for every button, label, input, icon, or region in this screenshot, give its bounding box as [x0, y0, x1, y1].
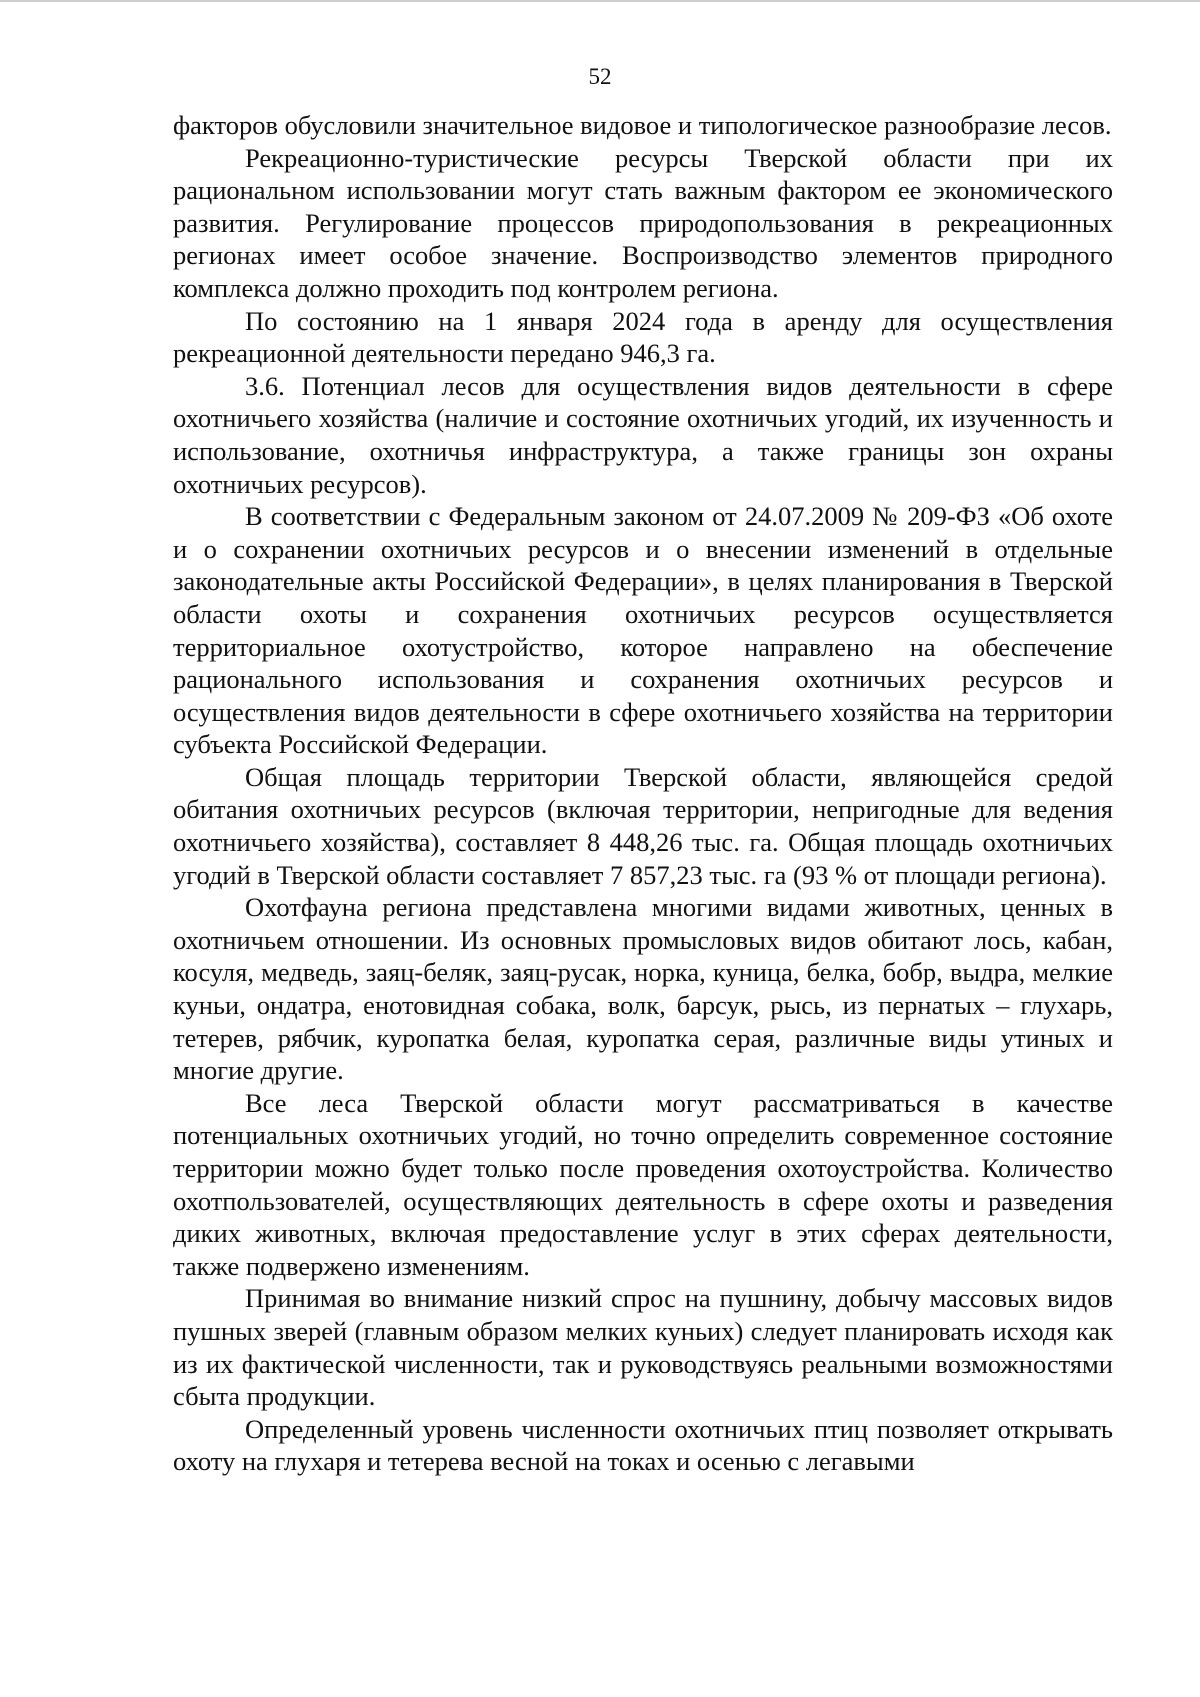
- paragraph-federal-law: В соответствии с Федеральным законом от 24.07.2009 № 209-ФЗ «Об охоте и о сохранении охотничьих ресурсов и о внесении изменений в отдельные законодательные акты Российской Федерации», в целях планирования в Тверской области охоты и сохранения охотничьих ресурсов осуществляется территориальное охотустройство, которое направлено на обеспечение рационального использования и сохранения охотничьих ресурсов и осуществления видов деятельности в сфере охотничьего хозяйства на территории субъекта Российской Федерации.: [173, 501, 1113, 760]
- paragraph-hunting-area: Общая площадь территории Тверской области, являющейся средой обитания охотничьих ресурсов (включая территории, непригодные для ведения охотничьего хозяйства), составляет 8 448,26 тыс. га. Общая площадь охотничьих угодий в Тверской области составляет 7 857,23 тыс. га (93 % от площади региона).: [173, 761, 1113, 890]
- paragraph-recreation-lease: По состоянию на 1 января 2024 года в аренду для осуществления рекреационной деятельности передано 946,3 га.: [173, 305, 1113, 369]
- paragraph-potential-grounds: Все леса Тверской области могут рассматриваться в качестве потенциальных охотничьих угодий, но точно определить современное состояние территории можно будет только после проведения охотоустройства. Количество охотпользователей, осуществляющих деятельность в сфере охоты и разведения диких животных, включая предоставление услуг в этих сферах деятельности, также подвержено изменениям.: [173, 1087, 1113, 1281]
- paragraph-fur-demand: Принимая во внимание низкий спрос на пушнину, добычу массовых видов пушных зверей (главным образом мелких куньих) следует планировать исходя как из их фактической численности, так и руководствуясь реальными возможностями сбыта продукции.: [173, 1283, 1113, 1412]
- paragraph-continuation: факторов обусловили значительное видовое и типологическое разнообразие лесов.: [173, 110, 1112, 140]
- paragraph-recreation-resources: Рекреационно-туристические ресурсы Тверской области при их рациональном использовании могут стать важным фактором ее экономического развития. Регулирование процессов природопользования в рекреационных регионах имеет особое значение. Воспроизводство элементов природного комплекса должно проходить под контролем региона.: [173, 142, 1113, 303]
- document-body: [173, 109, 1113, 1478]
- page-number: 52: [588, 64, 612, 89]
- paragraph-hunting-fauna: Охотфауна региона представлена многими видами животных, ценных в охотничьем отношении. Из основных промысловых видов обитают лось, кабан, косуля, медведь, заяц-беляк, заяц-русак, норка, куница, белка, бобр, выдра, мелкие куньи, ондатра, енотовидная собака, волк, барсук, рысь, из пернатых – глухарь, тетерев, рябчик, куропатка белая, куропатка серая, различные виды утиных и многие другие.: [173, 892, 1113, 1086]
- paragraph-game-birds: Определенный уровень численности охотничьих птиц позволяет открывать охоту на глухаря и тетерева весной на токах и осенью с легавыми: [173, 1413, 1113, 1477]
- scan-top-edge: [0, 0, 1200, 2]
- section-heading-3-6: 3.6. Потенциал лесов для осуществления видов деятельности в сфере охотничьего хозяйства (наличие и состояние охотничьих угодий, их изученность и использование, охотничья инфраструктура, а также границы зон охраны охотничьих ресурсов).: [173, 370, 1113, 499]
